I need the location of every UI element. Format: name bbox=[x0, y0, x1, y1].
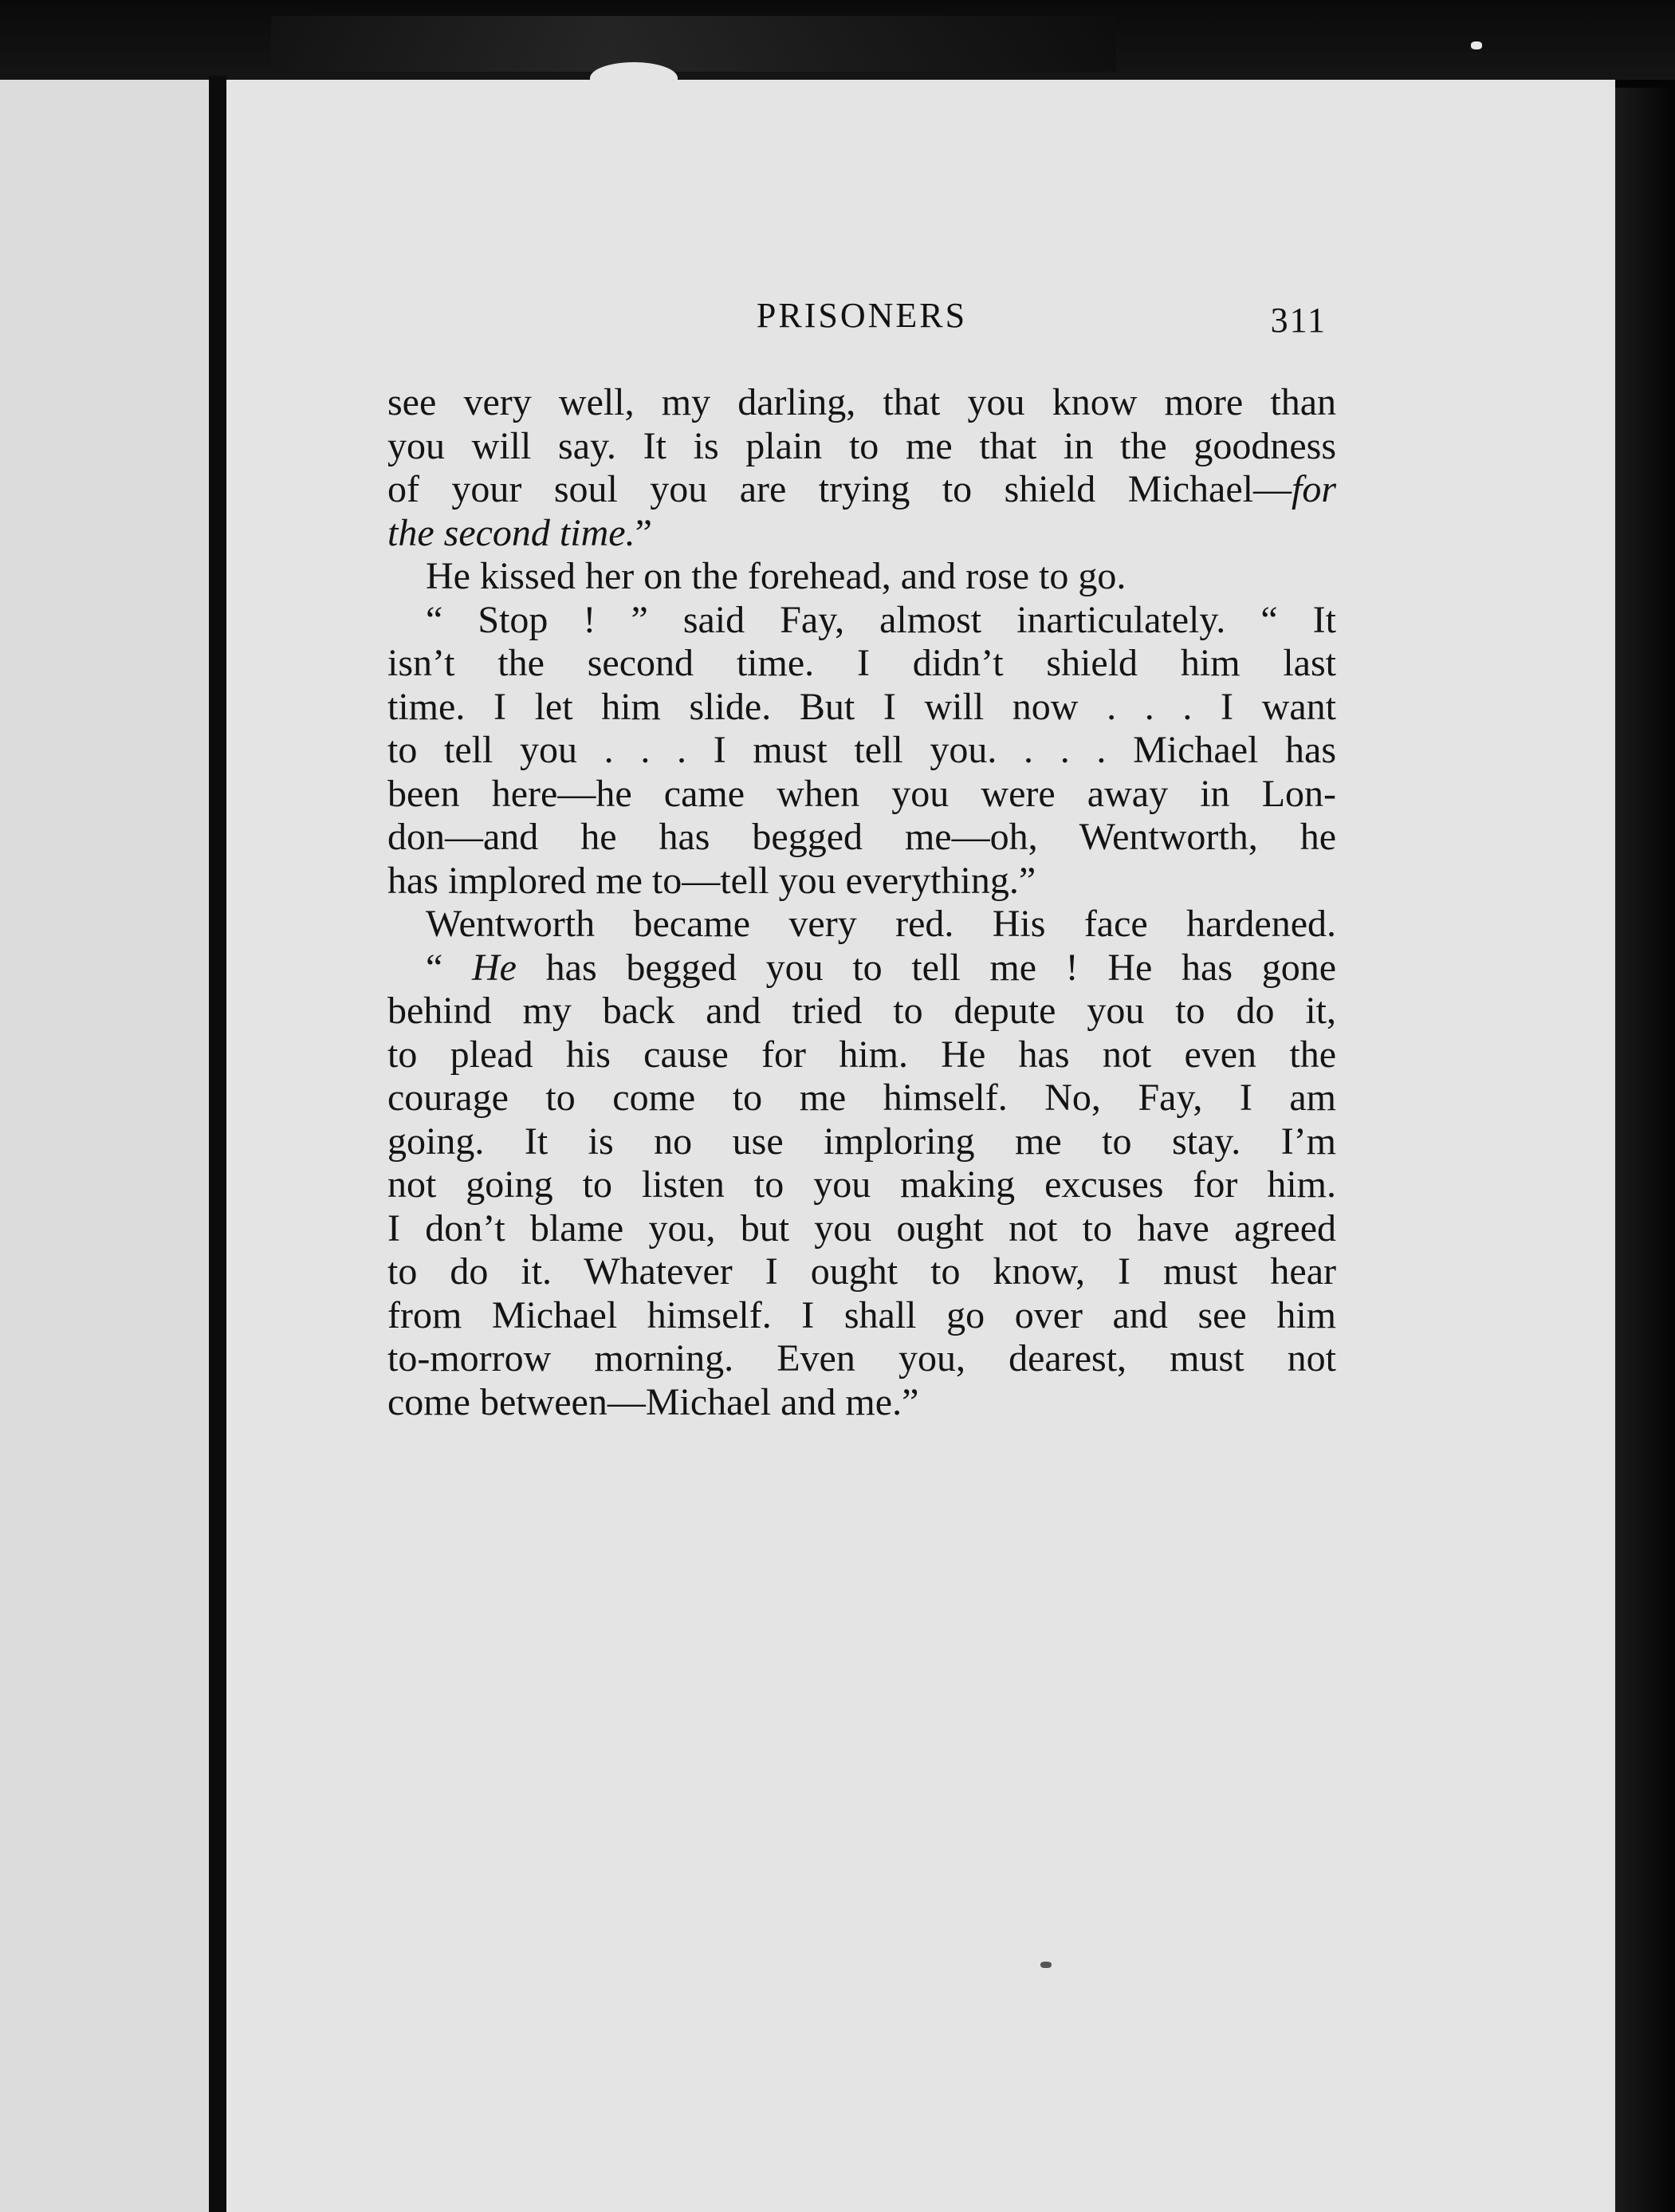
page-right-edge bbox=[1615, 88, 1675, 2212]
line-text: going. It is no use imploring me to stay. I’m bbox=[387, 1120, 1336, 1163]
line-text: “ Stop ! ” said Fay, almost inarticulately. “ It bbox=[426, 598, 1336, 641]
text-line bbox=[387, 773, 1336, 817]
line-text: I don’t blame you, but you ought not to have agreed bbox=[387, 1206, 1336, 1250]
line-text: come between—Michael and me.” bbox=[387, 1380, 919, 1423]
text-line bbox=[387, 1033, 1336, 1077]
text-line bbox=[387, 686, 1336, 730]
line-text: of your soul you are trying to shield Michael— bbox=[387, 468, 1292, 510]
text-line bbox=[387, 1163, 1336, 1207]
text-line bbox=[387, 1381, 1336, 1425]
text-line bbox=[387, 947, 1336, 990]
line-text: to do it. Whatever I ought to know, I must hear bbox=[387, 1250, 1336, 1293]
line-text: Wentworth became very red. His face hardened. bbox=[426, 903, 1336, 945]
italic-text: for bbox=[1291, 468, 1336, 510]
text-line bbox=[387, 1076, 1336, 1120]
text-line bbox=[387, 903, 1336, 947]
page-header bbox=[387, 295, 1336, 343]
text-line bbox=[387, 816, 1336, 860]
text-line bbox=[387, 1207, 1336, 1251]
film-flash bbox=[271, 16, 1116, 72]
page-number: 311 bbox=[1270, 301, 1327, 340]
text-line bbox=[387, 642, 1336, 686]
body-text bbox=[387, 381, 1336, 1424]
line-text: to tell you . . . I must tell you. . . . Michael has bbox=[387, 729, 1336, 771]
page-tear bbox=[590, 62, 678, 94]
line-text: has begged you to tell me ! He has gone bbox=[516, 946, 1336, 989]
italic-text: the second time. bbox=[387, 511, 635, 554]
line-text: to-morrow morning. Even you, dearest, must not bbox=[387, 1337, 1336, 1380]
text-line bbox=[387, 512, 1336, 556]
line-text: isn’t the second time. I didn’t shield him last bbox=[387, 642, 1336, 684]
line-text: He kissed her on the forehead, and rose to go. bbox=[426, 555, 1126, 597]
line-text: from Michael himself. I shall go over and see him bbox=[387, 1293, 1336, 1336]
line-text: behind my back and tried to depute you to do it, bbox=[387, 990, 1336, 1032]
running-head: PRISONERS bbox=[756, 296, 968, 335]
line-text: ” bbox=[635, 511, 652, 554]
facing-page-margin bbox=[0, 80, 209, 2212]
text-line bbox=[387, 1337, 1336, 1381]
text-line bbox=[387, 425, 1336, 469]
italic-text: He bbox=[472, 946, 517, 989]
line-text: time. I let him slide. But I will now . . . I want bbox=[387, 685, 1336, 728]
ink-speck bbox=[1040, 1962, 1052, 1968]
text-line bbox=[387, 468, 1336, 512]
text-line bbox=[387, 1250, 1336, 1294]
line-text: not going to listen to you making excuses for him. bbox=[387, 1163, 1336, 1206]
line-text: has implored me to—tell you everything.” bbox=[387, 859, 1036, 902]
text-line bbox=[387, 381, 1336, 425]
text-line bbox=[387, 1120, 1336, 1164]
line-text: to plead his cause for him. He has not even the bbox=[387, 1033, 1336, 1076]
line-text: been here—he came when you were away in Lon- bbox=[387, 772, 1336, 815]
line-text: don—and he has begged me—oh, Wentworth, he bbox=[387, 816, 1336, 858]
text-line bbox=[387, 860, 1336, 903]
text-line bbox=[387, 990, 1336, 1033]
line-text: “ bbox=[426, 946, 472, 989]
line-text: courage to come to me himself. No, Fay, I am bbox=[387, 1076, 1336, 1119]
text-line bbox=[387, 555, 1336, 599]
text-line bbox=[387, 599, 1336, 643]
binding-gutter bbox=[209, 76, 226, 2212]
dust-speck bbox=[1471, 41, 1482, 49]
text-line bbox=[387, 729, 1336, 773]
line-text: you will say. It is plain to me that in the goodness bbox=[387, 424, 1336, 467]
text-line bbox=[387, 1294, 1336, 1338]
line-text: see very well, my darling, that you know more than bbox=[387, 381, 1336, 423]
